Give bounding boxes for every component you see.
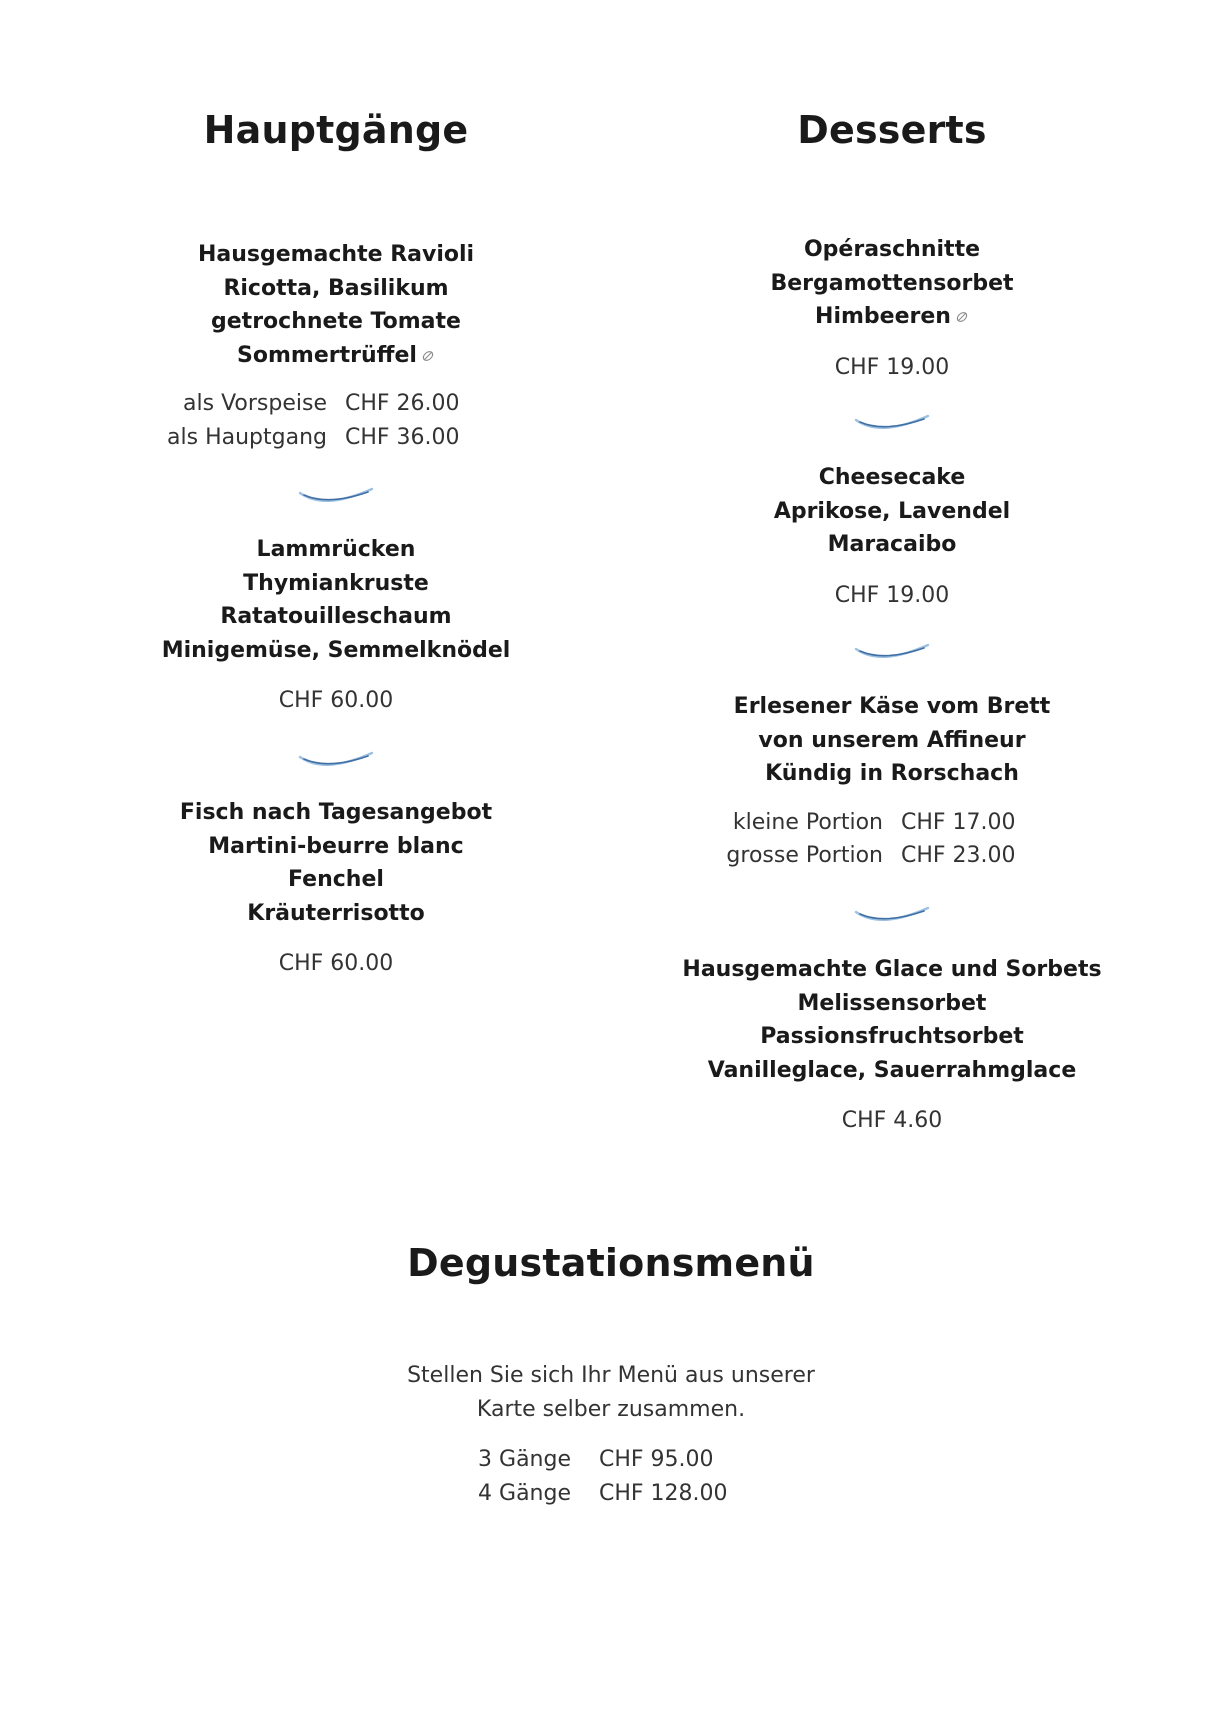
price-row [0, 1477, 1196, 1511]
wave-divider-icon [854, 411, 930, 433]
dish-line-text: Himbeeren [815, 304, 951, 329]
dish-line: Fenchel [288, 867, 384, 892]
price-value: CHF 95.00 [599, 1447, 714, 1472]
dish-description [612, 233, 1172, 334]
wave-divider-icon [298, 748, 374, 770]
wave-divider-icon [298, 484, 374, 506]
price-label: kleine Portion [732, 809, 883, 835]
dish-line: Hausgemachte Glace und Sorbets [682, 957, 1102, 982]
dish-line-text: Sommertrüffel [237, 342, 417, 368]
price-label: als Vorspeise [183, 391, 327, 416]
dish-line: Vanilleglace, Sauerrahmglace [707, 1057, 1077, 1083]
dish-line: Minigemüse, Semmelknödel [161, 637, 511, 663]
dish-line: Maracaibo [827, 532, 957, 557]
price-row [56, 421, 616, 455]
dish-ravioli [56, 238, 616, 454]
dish-line: Erlesener Käse vom Brett [733, 694, 1051, 719]
dish-cheesecake [612, 461, 1172, 612]
price-value: CHF 4.60 [841, 1108, 943, 1133]
price-label: grosse Portion [726, 843, 883, 868]
tasting-heading: Degustationsmenü [407, 1241, 815, 1285]
price-row [612, 839, 1172, 873]
dish-line: Hausgemachte Ravioli [197, 242, 475, 267]
dish-fish [56, 796, 616, 981]
dish-cheese-board [612, 690, 1172, 873]
price-label: als Hauptgang [167, 424, 327, 450]
dish-line: Kündig in Rorschach [765, 761, 1019, 786]
leaf-icon [421, 349, 435, 363]
dish-line: Martini-beurre blanc [208, 833, 464, 859]
price-label: 4 Gänge [478, 1480, 571, 1506]
tasting-price-table [0, 1443, 1196, 1510]
dish-description [612, 690, 1172, 791]
tasting-description-line: Karte selber zusammen. [476, 1396, 746, 1422]
price-label: 3 Gänge [478, 1447, 571, 1472]
dish-line: von unserem Affineur [758, 727, 1026, 753]
dish-line: Fisch nach Tagesangebot [179, 800, 493, 825]
dish-description [56, 533, 616, 667]
dish-line: Passionsfruchtsorbet [760, 1024, 1024, 1049]
dish-line-with-icon [612, 300, 1172, 334]
wave-divider-icon [854, 640, 930, 662]
dish-line: Thymiankruste [243, 570, 429, 596]
dish-line: Ricotta, Basilikum [223, 275, 449, 301]
price-value: CHF 19.00 [834, 582, 950, 608]
dish-line-with-icon [56, 339, 616, 373]
tasting-description [0, 1359, 1222, 1426]
price-value: CHF 19.00 [834, 354, 950, 380]
desserts-heading: Desserts [797, 108, 987, 152]
dish-line: Aprikose, Lavendel [773, 498, 1011, 524]
price-value: CHF 128.00 [599, 1480, 728, 1506]
mains-heading: Hauptgänge [203, 108, 469, 152]
tasting-description-line: Stellen Sie sich Ihr Menü aus unserer [407, 1363, 815, 1388]
dish-ice-cream [612, 953, 1172, 1138]
dish-line: Cheesecake [818, 465, 966, 490]
dish-line: Ratatouilleschaum [220, 604, 452, 629]
dish-line: Lammrücken [256, 537, 416, 562]
dish-line: Opéraschnitte [803, 237, 981, 262]
dish-line: Kräuterrisotto [247, 900, 425, 926]
price-table [56, 387, 616, 454]
price-row [0, 1443, 1196, 1477]
price-value: CHF 23.00 [901, 843, 1016, 868]
price-row [56, 387, 616, 421]
leaf-icon [955, 310, 969, 324]
dish-line: getrochnete Tomate [211, 309, 461, 334]
dish-line: Melissensorbet [797, 990, 987, 1016]
price-row [612, 806, 1172, 840]
dish-description [612, 953, 1172, 1087]
price-value: CHF 17.00 [901, 809, 1016, 835]
price-value: CHF 60.00 [278, 951, 394, 976]
dish-description [612, 461, 1172, 562]
dish-description [56, 796, 616, 930]
dish-lamb [56, 533, 616, 718]
dish-opera [612, 233, 1172, 384]
price-value: CHF 60.00 [278, 688, 394, 713]
dish-description [56, 238, 616, 372]
wave-divider-icon [854, 903, 930, 925]
price-table [612, 806, 1172, 873]
dish-line: Bergamottensorbet [770, 270, 1014, 296]
price-value: CHF 36.00 [345, 424, 460, 450]
price-value: CHF 26.00 [345, 391, 460, 416]
